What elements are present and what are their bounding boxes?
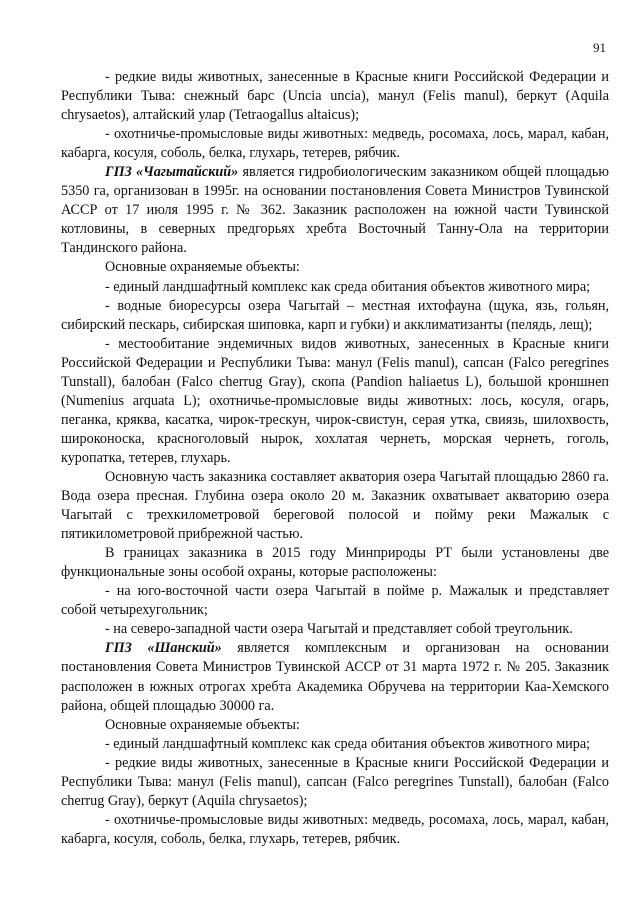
reserve-name-chagytai: ГПЗ «Чагытайский» xyxy=(105,164,239,181)
paragraph: - редкие виды животных, занесенные в Красные книги Российской Федерации и Республики Тыва: снежный барс (Uncia uncia), манул (Felis manul), беркут (Aquila chrysaetos), алтайский улар (Tetraogallus altaicus); xyxy=(61,69,609,124)
paragraph: - охотничье-промысловые виды животных: медведь, росомаха, лось, марал, кабан, кабарга, косуля, соболь, белка, глухарь, тетерев, рябчик. xyxy=(61,811,609,847)
paragraph: В границах заказника в 2015 году Минприроды РТ были установлены две функциональные зоны особой охраны, которые расположены: xyxy=(61,545,609,581)
page-number: 91 xyxy=(593,40,606,55)
paragraph: - охотничье-промысловые виды животных: медведь, росомаха, лось, марал, кабан, кабарга, косуля, соболь, белка, глухарь, тетерев, рябчик. xyxy=(61,126,609,162)
paragraph: - единый ландшафтный комплекс как среда обитания объектов животного мира; xyxy=(105,735,591,752)
paragraph: - местообитание эндемичных видов животных, занесенных в Красные книги Российской Федерации и Республики Тыва: манул (Felis manul), сапсан (Falco peregrines Tunstall), балобан (Falco cherrug Gray), скопа (Pandion haliaetus L), большой кроншнеп (Numenius arquata L); охотничье-промысловые виды животных: лось, косуля, огарь, пеганка, кряква, касатка, чирок-трескун, чирок-свистун, серая утка, свиязь, шилохвость, широконоска, красноголовый нырок, хохлатая чернеть, морская чернеть, гоголь, куропатка, тетерев, глухарь. xyxy=(61,335,609,466)
reserve-name-shansky: ГПЗ «Шанский» xyxy=(105,640,222,657)
paragraph: - единый ландшафтный комплекс как среда обитания объектов животного мира; xyxy=(105,278,591,295)
paragraph: Основную часть заказника составляет акватория озера Чагытай площадью 2860 га. Вода озера пресная. Глубина озера около 20 м. Заказник охватывает акваторию озера Чагытай с трехкилометровой береговой полосой и пойму реки Мажалык с пятикилометровой прибрежной частью. xyxy=(61,468,609,543)
paragraph: - водные биоресурсы озера Чагытай – местная ихтофауна (щука, язь, гольян, сибирский пескарь, сибирская шиповка, карп и губки) и акклиматизанты (пелядь, лещ); xyxy=(61,297,609,333)
paragraph: - на северо-западной части озера Чагытай и представляет собой треугольник. xyxy=(105,621,573,638)
paragraph-text: является комплексным и организован на основании постановления Совета Министров Тувинской АССР от 31 марта 1972 г. № 205. Заказник расположен в южных отрогах хребта Академика Обручева на территории Каа-Хемского района, общей площадью 30000 га. xyxy=(61,640,609,714)
paragraph-text: является гидробиологическим заказником общей площадью 5350 га, организован в 1995г. на основании постановления Совета Министров Тувинской АССР от 17 июля 1995 г. № 362. Заказник расположен на южной части Тувинской котловины, в северных предгорьях хребта Восточный Танну-Ола на территории Тандинского района. xyxy=(61,164,609,257)
paragraph: - на юго-восточной части озера Чагытай в пойме р. Мажалык и представляет собой четырехугольник; xyxy=(61,583,609,619)
paragraph: Основные охраняемые объекты: xyxy=(105,716,300,733)
paragraph xyxy=(61,639,609,715)
paragraph: Основные охраняемые объекты: xyxy=(105,259,300,276)
paragraph xyxy=(61,163,609,258)
paragraph: - редкие виды животных, занесенные в Красные книги Российской Федерации и Республики Тыва: манул (Felis manul), сапсан (Falco peregrines Tunstall), балобан (Falco cherrug Gray), беркут (Aquila chrysaetos); xyxy=(61,754,609,809)
document-body xyxy=(61,68,609,849)
